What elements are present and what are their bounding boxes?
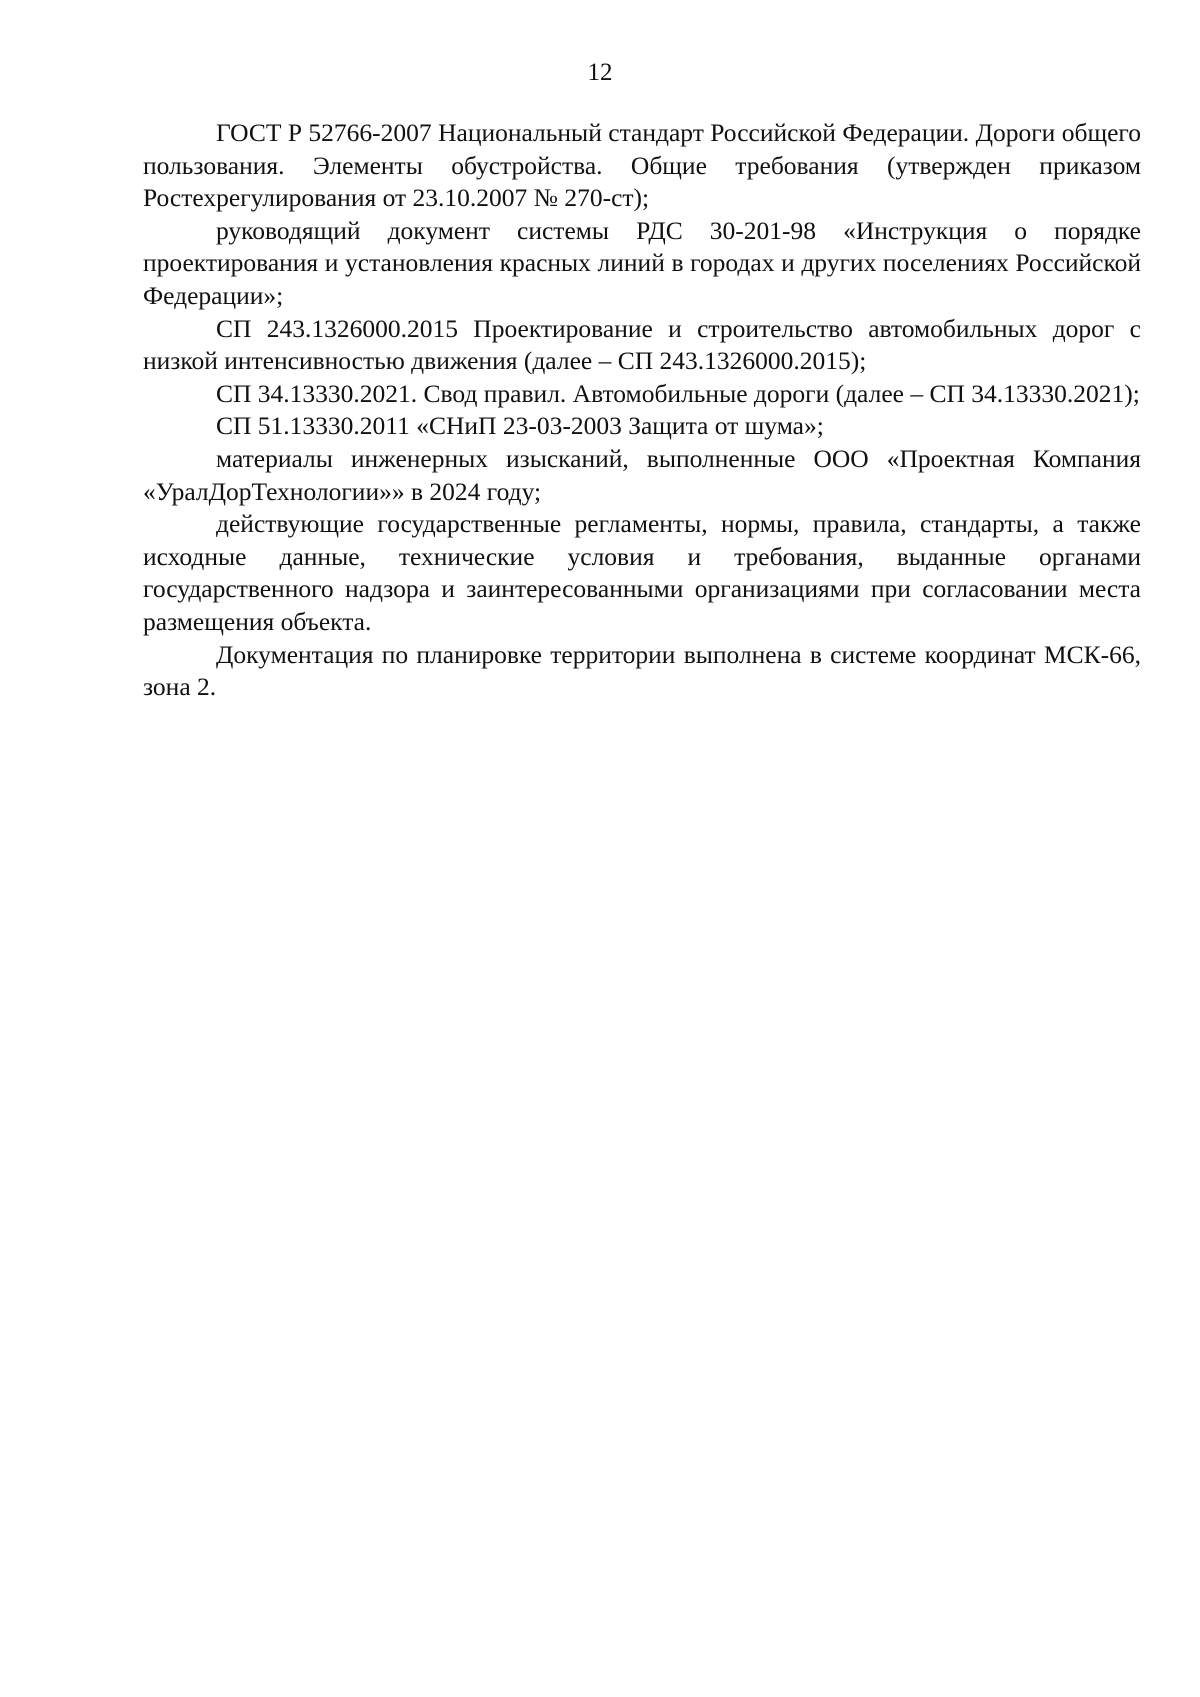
paragraph-gost-52766: ГОСТ Р 52766-2007 Национальный стандарт Российской Федерации. Дороги общего пользования. Элементы обустройства. Общие требования (утвержден приказом Ростехрегулирования от 23.10.2007 № 270-ст); <box>143 118 1141 213</box>
paragraph-engineering-surveys: материалы инженерных изысканий, выполненные ООО «Проектная Компания «УралДорТехнологии»» в 2024 году; <box>143 443 1141 506</box>
document-body <box>143 117 1141 704</box>
paragraph-rds-30-201-98: руководящий документ системы РДС 30-201-98 «Инструкция о порядке проектирования и установления красных линий в городах и других поселениях Российской Федерации»; <box>143 215 1141 310</box>
page-number: 12 <box>587 59 613 86</box>
paragraph-coordinate-system: Документация по планировке территории выполнена в системе координат МСК-66, зона 2. <box>143 639 1141 702</box>
paragraph-sp-34: СП 34.13330.2021. Свод правил. Автомобильные дороги (далее – СП 34.13330.2021); <box>216 378 1140 408</box>
paragraph-sp-243: СП 243.1326000.2015 Проектирование и строительство автомобильных дорог с низкой интенсивностью движения (далее – СП 243.1326000.2015); <box>143 313 1141 376</box>
paragraph-regulations: действующие государственные регламенты, нормы, правила, стандарты, а также исходные данные, технические условия и требования, выданные органами государственного надзора и заинтересованными организациями при согласовании места размещения объекта. <box>143 509 1141 636</box>
paragraph-sp-51: СП 51.13330.2011 «СНиП 23-03-2003 Защита от шума»; <box>216 411 824 441</box>
